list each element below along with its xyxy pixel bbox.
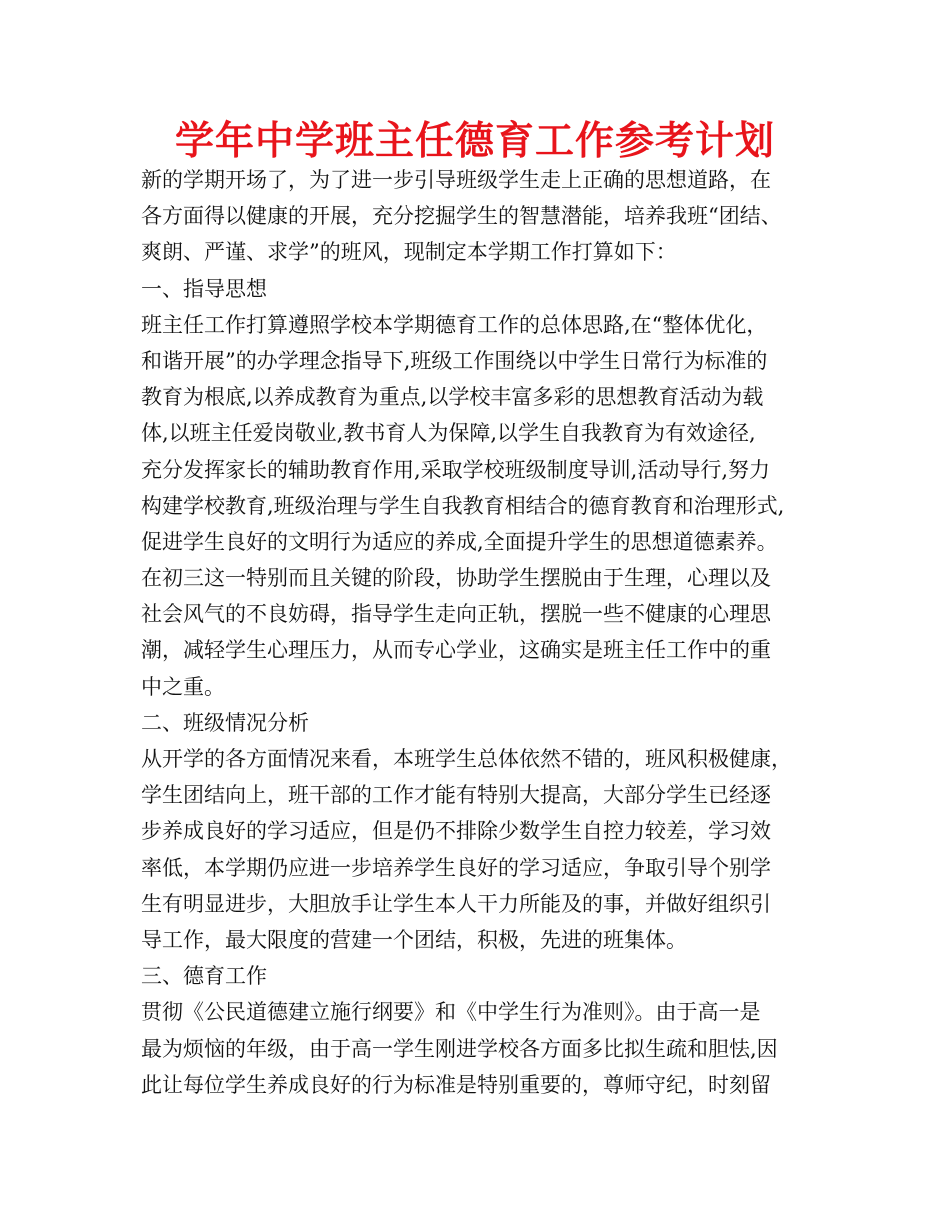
body-text-line: 学生团结向上，班干部的工作才能有特别大提高，大部分学生已经逐 — [141, 783, 771, 808]
body-text-line: 导工作，最大限度的营建一个团结，积极，先进的班集体。 — [141, 927, 687, 952]
body-text-line: 在初三这一特别而且关键的阶段，协助学生摆脱由于生理，心理以及 — [141, 566, 771, 591]
body-text-line: 和谐开展”的办学理念指导下,班级工作围绕以中学生日常行为标准的 — [141, 348, 768, 373]
body-text-line: 充分发挥家长的辅助教育作用,采取学校班级制度导训,活动导行,努力 — [141, 457, 771, 482]
body-text-line: 生有明显进步，大胆放手让学生本人干力所能及的事，并做好组织引 — [141, 891, 771, 916]
body-text-line: 构建学校教育,班级治理与学生自我教育相结合的德育教育和治理形式, — [141, 493, 785, 518]
body-text-line: 体,以班主任爱岗敬业,教书育人为保障,以学生自我教育为有效途径, — [141, 421, 756, 446]
body-text-line: 最为烦恼的年级，由于高一学生刚进学校各方面多比拟生疏和胆怯,因 — [141, 1036, 778, 1061]
body-text-line: 从开学的各方面情况来看，本班学生总体依然不错的，班风积极健康， — [141, 747, 792, 771]
document-title: 学年中学班主任德育工作参考计划 — [174, 119, 775, 164]
body-text-line: 率低，本学期仍应进一步培养学生良好的学习适应，争取引导个别学 — [141, 855, 771, 880]
body-text-line: 中之重。 — [141, 674, 225, 699]
body-text-line: 爽朗、严谨、求学”的班风，现制定本学期工作打算如下： — [141, 240, 677, 265]
body-text-line: 此让每位学生养成良好的行为标准是特别重要的，尊师守纪，时刻留 — [141, 1072, 771, 1097]
document-body — [141, 162, 831, 1103]
body-text-line: 潮，减轻学生心理压力，从而专心学业，这确实是班主任工作中的重 — [141, 638, 771, 663]
body-text-line: 促进学生良好的文明行为适应的养成,全面提升学生的思想道德素养。 — [141, 529, 778, 554]
body-text-line: 步养成良好的学习适应，但是仍不排除少数学生自控力较差，学习效 — [141, 819, 771, 844]
body-text-line: 社会风气的不良妨碍，指导学生走向正轨，摆脱一些不健康的心理思 — [141, 602, 771, 627]
body-text-line: 班主任工作打算遵照学校本学期德育工作的总体思路,在“整体优化， — [141, 312, 768, 337]
section-heading: 三、德育工作 — [141, 964, 267, 989]
body-text-line: 贯彻《公民道德建立施行纲要》和《中学生行为准则》。由于高一是 — [141, 1000, 761, 1025]
section-heading: 一、指导思想 — [141, 276, 267, 301]
section-heading: 二、班级情况分析 — [141, 710, 309, 735]
body-text-line: 新的学期开场了，为了进一步引导班级学生走上正确的思想道路，在 — [141, 168, 771, 192]
body-text-line: 教育为根底,以养成教育为重点,以学校丰富多彩的思想教育活动为载 — [141, 385, 764, 410]
body-text-line: 各方面得以健康的开展，充分挖掘学生的智慧潜能，培养我班“团结、 — [141, 204, 782, 229]
